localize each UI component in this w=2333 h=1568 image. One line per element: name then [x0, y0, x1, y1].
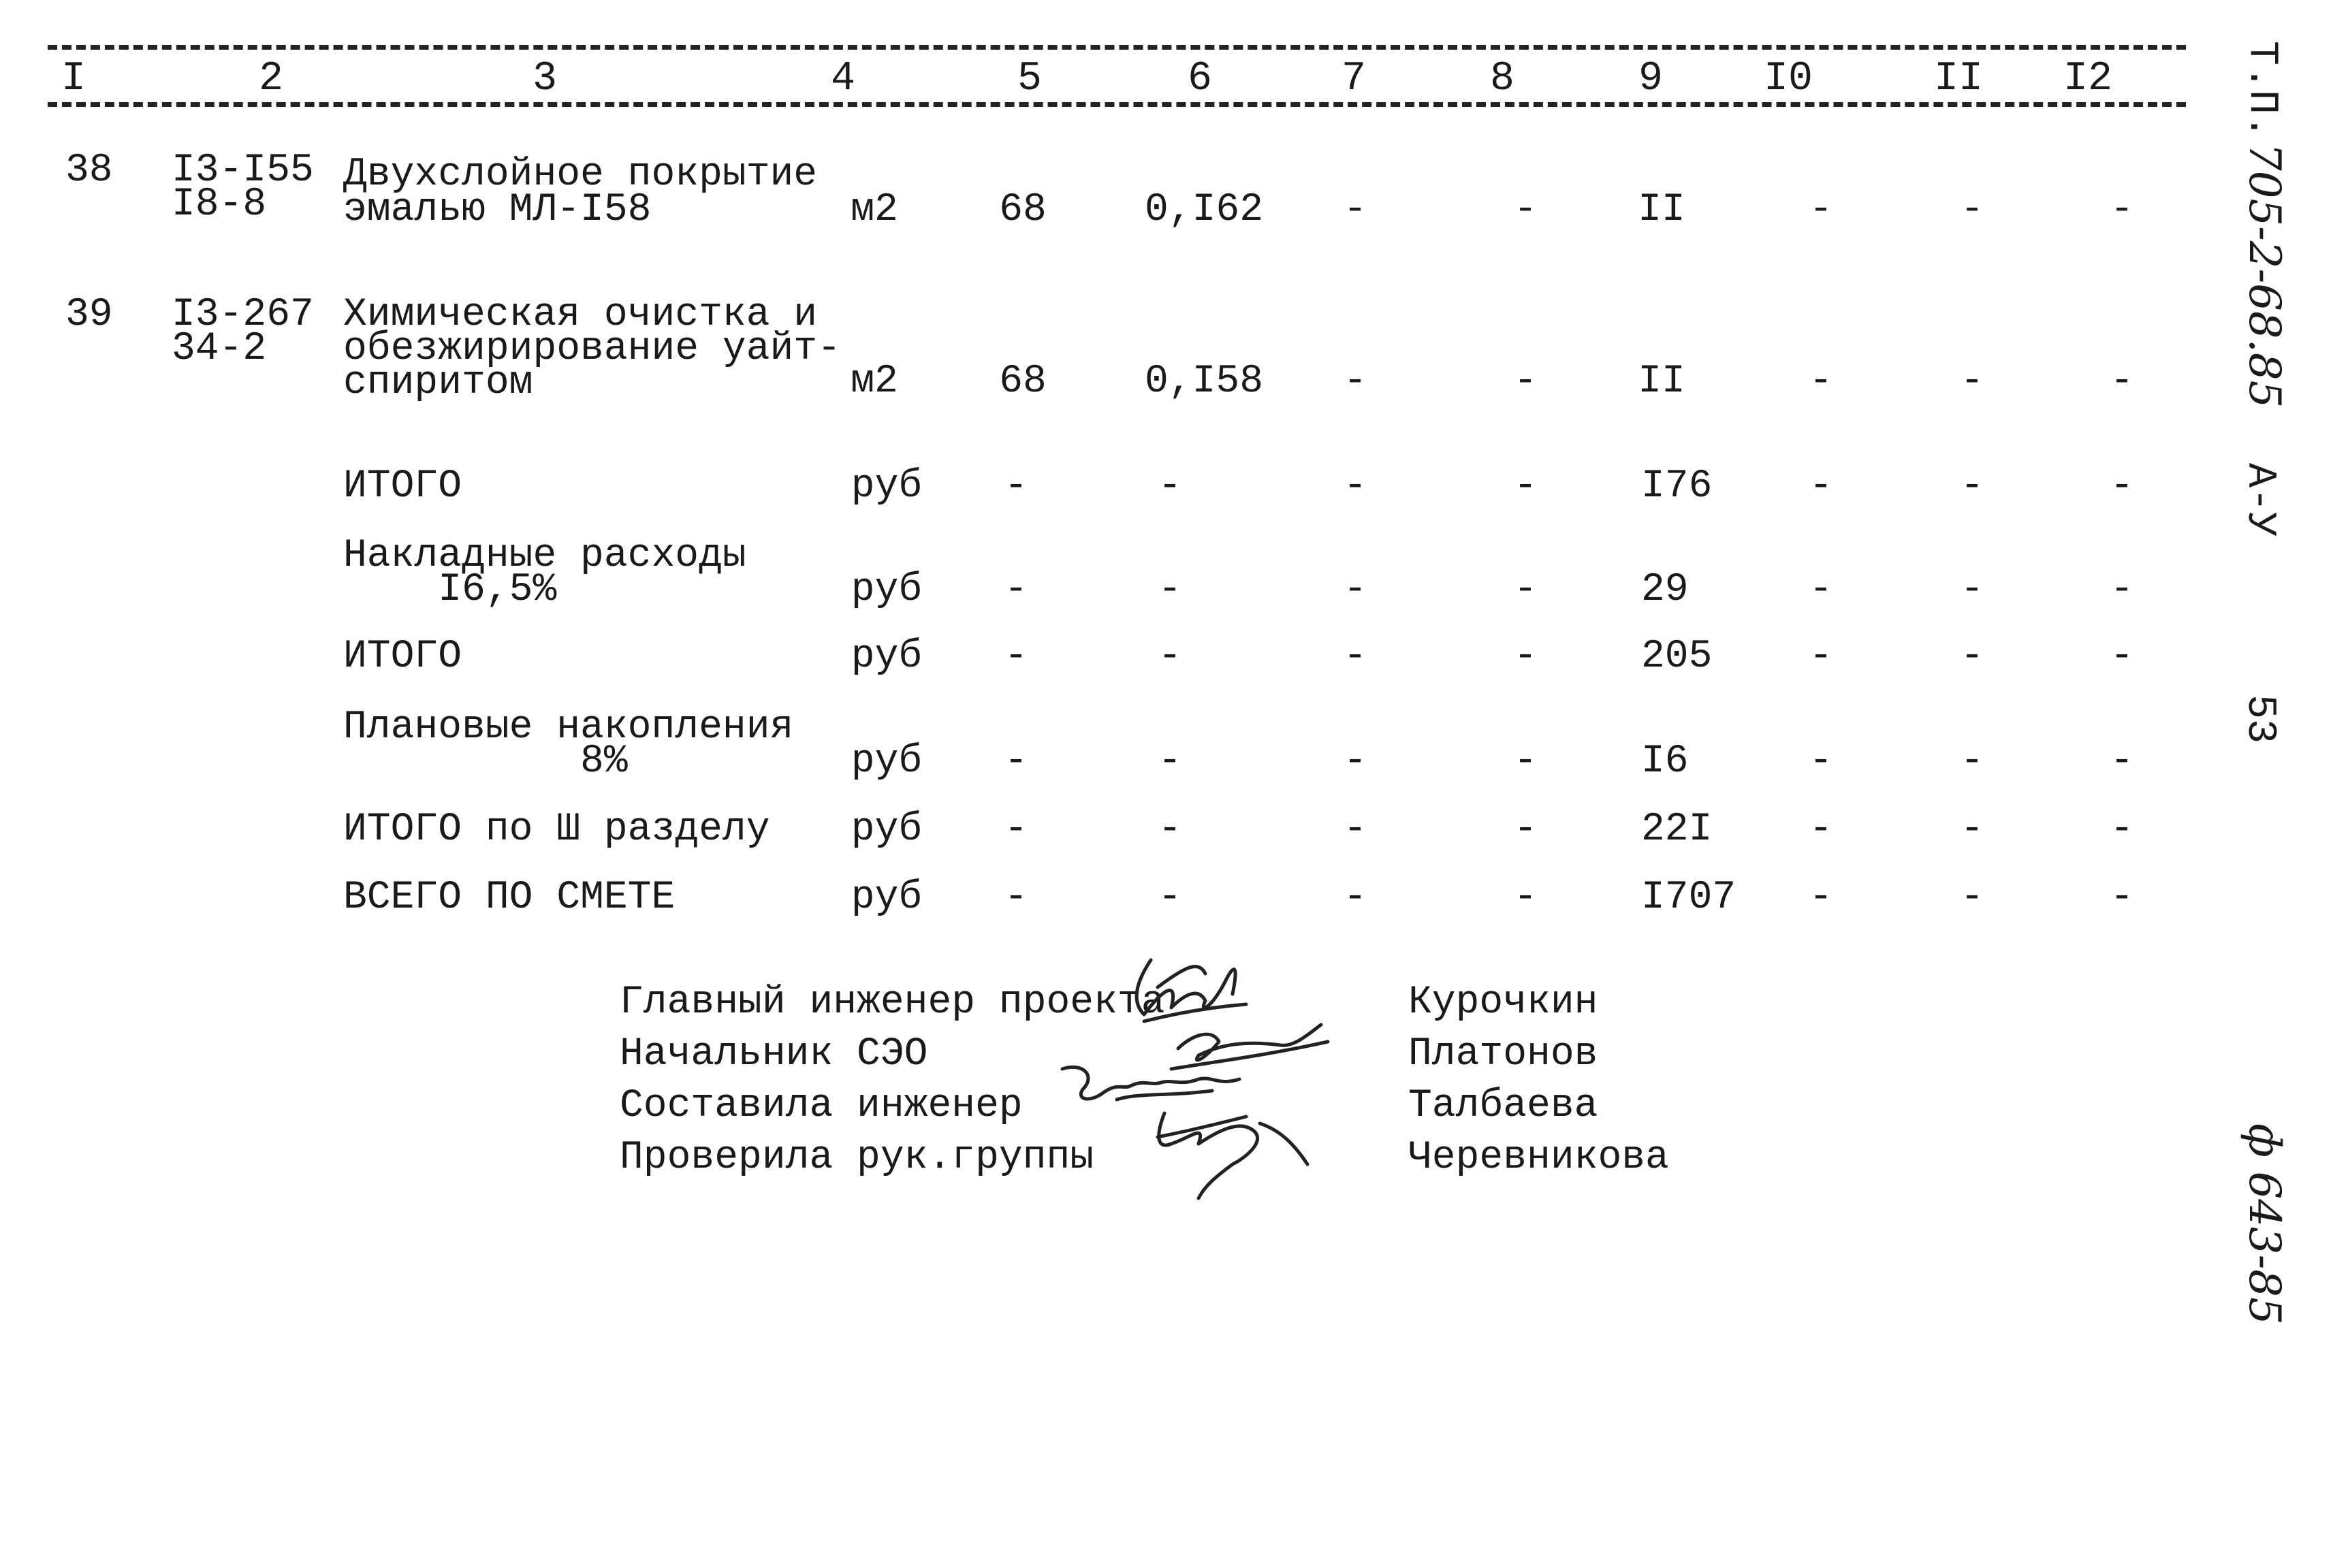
unit: руб: [851, 807, 923, 852]
dash: -: [1513, 807, 1538, 852]
total-label: Плановые накопления: [343, 705, 794, 750]
unit: руб: [851, 876, 923, 920]
dash: -: [1343, 568, 1367, 612]
row-number: 39: [65, 293, 113, 337]
total-cost: II: [1638, 188, 1685, 232]
dash: -: [1809, 807, 1833, 852]
dash: -: [1004, 876, 1028, 920]
dash: -: [1960, 739, 1984, 784]
norm-code-sub: I8-8: [172, 182, 267, 227]
dash: -: [1343, 876, 1367, 920]
handwritten-signatures: [1035, 940, 1416, 1239]
total-cost: I707: [1641, 876, 1736, 920]
total-label-sub: 8%: [343, 739, 628, 784]
dash: -: [1004, 807, 1028, 852]
dash: -: [1513, 359, 1538, 404]
total-label: ВСЕГО ПО СМЕТЕ: [343, 876, 676, 920]
total-label: ИТОГО: [343, 464, 462, 509]
dash: -: [2110, 635, 2134, 679]
col-header-7: 7: [1341, 56, 1367, 102]
dash: -: [2110, 464, 2134, 509]
signer-name: Талбаева: [1408, 1084, 1598, 1128]
dash: -: [2110, 739, 2134, 784]
margin-tp-label: Т.П.: [2238, 41, 2285, 140]
dash: -: [1343, 188, 1367, 232]
dash: -: [1343, 635, 1367, 679]
dash: -: [1960, 464, 1984, 509]
col-header-11: II: [1933, 56, 1984, 102]
col-header-12: I2: [2063, 56, 2113, 102]
work-description: спиритом: [343, 361, 533, 405]
dash: -: [1809, 188, 1833, 232]
total-cost: II: [1638, 359, 1685, 404]
dash: -: [1158, 635, 1182, 679]
signer-role: Проверила рук.группы: [620, 1136, 1094, 1180]
total-cost: 22I: [1641, 807, 1713, 852]
dash: -: [1158, 876, 1182, 920]
margin-form-code: ф 643-85: [2239, 1123, 2289, 1325]
signer-name: Курочкин: [1408, 980, 1598, 1025]
dash: -: [1513, 739, 1538, 784]
col-header-3: 3: [532, 56, 558, 102]
dash: -: [2110, 568, 2134, 612]
dash: -: [1158, 464, 1182, 509]
dash: -: [1809, 635, 1833, 679]
dash: -: [2110, 359, 2134, 404]
signer-name: Платонов: [1408, 1032, 1598, 1076]
total-label: ИТОГО: [343, 635, 462, 679]
dash: -: [1004, 739, 1028, 784]
dash: -: [2110, 807, 2134, 852]
total-cost: I76: [1641, 464, 1713, 509]
dash: -: [1960, 188, 1984, 232]
norm-code: I3-I55: [172, 148, 314, 193]
total-label: Накладные расходы: [343, 534, 746, 578]
dash: -: [1960, 876, 1984, 920]
total-label: ИТОГО по Ш разделу: [343, 807, 770, 852]
col-header-6: 6: [1187, 56, 1213, 102]
unit: руб: [851, 739, 923, 784]
dash: -: [1960, 635, 1984, 679]
dash: -: [1513, 464, 1538, 509]
dash: -: [2110, 876, 2134, 920]
dash: -: [1343, 739, 1367, 784]
dash: -: [1343, 359, 1367, 404]
col-header-2: 2: [258, 56, 284, 102]
dash: -: [1809, 568, 1833, 612]
unit-cost: 0,I58: [1144, 359, 1264, 404]
dash: -: [1004, 568, 1028, 612]
margin-album: А-У: [2236, 463, 2283, 537]
dash: -: [1809, 739, 1833, 784]
norm-code: I3-267: [172, 293, 314, 337]
col-header-8: 8: [1489, 56, 1515, 102]
dash: -: [1809, 464, 1833, 509]
dash: -: [1343, 464, 1367, 509]
dash: -: [1960, 807, 1984, 852]
total-cost: 29: [1641, 568, 1689, 612]
dash: -: [1960, 568, 1984, 612]
dash: -: [1158, 568, 1182, 612]
work-description: Двухслойное покрытие: [343, 153, 818, 197]
unit: м2: [851, 188, 898, 232]
header-bottom-rule: [48, 102, 2186, 107]
dash: -: [1513, 188, 1538, 232]
work-description: Химическая очистка и: [343, 293, 818, 337]
dash: -: [1343, 807, 1367, 852]
col-header-10: I0: [1763, 56, 1813, 102]
dash: -: [1960, 359, 1984, 404]
work-description: эмалью МЛ-I58: [343, 188, 652, 232]
margin-project-code: 705-2-68.85: [2239, 143, 2289, 409]
unit: руб: [851, 635, 923, 679]
header-top-rule: [48, 45, 2186, 50]
quantity: 68: [999, 359, 1047, 404]
signer-role: Составила инженер: [620, 1084, 1023, 1128]
unit: руб: [851, 464, 923, 509]
total-cost: I6: [1641, 739, 1689, 784]
row-number: 38: [65, 148, 113, 193]
dash: -: [1513, 876, 1538, 920]
dash: -: [1513, 635, 1538, 679]
col-header-4: 4: [830, 56, 856, 102]
col-header-5: 5: [1017, 56, 1043, 102]
col-header-9: 9: [1638, 56, 1664, 102]
norm-code-sub: 34-2: [172, 327, 267, 371]
dash: -: [1158, 739, 1182, 784]
total-cost: 205: [1641, 635, 1713, 679]
signer-role: Главный инженер проекта: [620, 980, 1165, 1025]
dash: -: [1004, 635, 1028, 679]
quantity: 68: [999, 188, 1047, 232]
dash: -: [1809, 359, 1833, 404]
total-label-sub: I6,5%: [343, 568, 557, 612]
margin-page-number: 53: [2236, 694, 2283, 744]
dash: -: [1004, 464, 1028, 509]
unit: руб: [851, 568, 923, 612]
dash: -: [1513, 568, 1538, 612]
unit: м2: [851, 359, 898, 404]
signer-role: Начальник СЭО: [620, 1032, 928, 1076]
dash: -: [2110, 188, 2134, 232]
dash: -: [1809, 876, 1833, 920]
unit-cost: 0,I62: [1144, 188, 1264, 232]
col-header-1: I: [61, 56, 86, 102]
work-description: обезжирирование уайт-: [343, 327, 841, 371]
signer-name: Черевникова: [1408, 1136, 1669, 1180]
dash: -: [1158, 807, 1182, 852]
